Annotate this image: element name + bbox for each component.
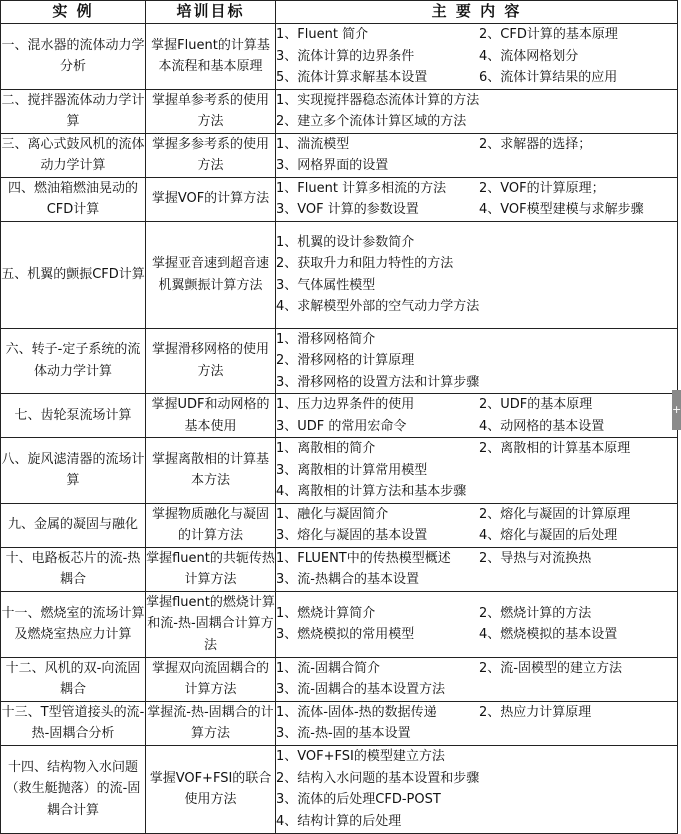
goal-cell: 掌握VOF的计算方法 bbox=[146, 177, 276, 221]
example-cell: 六、转子-定子系统的流体动力学计算 bbox=[1, 328, 146, 394]
goal-cell: 掌握多参考系的使用方法 bbox=[146, 133, 276, 177]
content-cell bbox=[276, 547, 678, 591]
example-cell: 五、机翼的颤振CFD计算 bbox=[1, 221, 146, 328]
content-item: 1、流-固耦合简介 bbox=[276, 660, 380, 676]
content-item: 1、燃烧计算简介 bbox=[276, 605, 376, 621]
content-item: 3、流体计算的边界条件 bbox=[276, 48, 415, 64]
content-item: 2、求解器的选择； bbox=[479, 136, 592, 152]
content-cell bbox=[276, 503, 678, 547]
header-goal: 培训目标 bbox=[146, 1, 276, 24]
content-line bbox=[276, 438, 677, 460]
goal-cell: 掌握UDF和动网格的基本使用 bbox=[146, 394, 276, 438]
content-line bbox=[276, 702, 677, 724]
goal-cell: 掌握VOF+FSI的联合使用方法 bbox=[146, 745, 276, 833]
example-cell: 十二、风机的双-向流固耦合 bbox=[1, 657, 146, 701]
table-row bbox=[1, 503, 678, 547]
content-item: 4、流体网格划分 bbox=[479, 48, 579, 64]
example-cell: 八、旋风滤清器的流场计算 bbox=[1, 438, 146, 504]
table-row bbox=[1, 657, 678, 701]
table-row bbox=[1, 591, 678, 657]
goal-cell: 掌握流-热-固耦合的计算方法 bbox=[146, 701, 276, 745]
table-row bbox=[1, 328, 678, 394]
example-cell: 一、混水器的流体动力学分析 bbox=[1, 24, 146, 90]
table-row bbox=[1, 177, 678, 221]
header-example: 实 例 bbox=[1, 1, 146, 24]
content-item: 3、网格界面的设置 bbox=[276, 158, 389, 173]
table-row bbox=[1, 221, 678, 328]
content-item: 4、求解模型外部的空气动力学方法 bbox=[276, 299, 480, 314]
content-line bbox=[276, 134, 677, 156]
content-item: 2、燃烧计算的方法 bbox=[479, 605, 592, 621]
content-cell bbox=[276, 657, 678, 701]
content-item: 2、CFD计算的基本原理 bbox=[479, 27, 618, 42]
content-item: 4、VOF模型建模与求解步骤 bbox=[479, 202, 644, 217]
content-item: 3、VOF 计算的参数设置 bbox=[276, 202, 419, 217]
content-item: 1、Fluent 计算多相流的方法 bbox=[276, 180, 447, 196]
content-item: 1、压力边界条件的使用 bbox=[276, 397, 415, 412]
goal-cell: 掌握滑移网格的使用方法 bbox=[146, 328, 276, 394]
content-cell bbox=[276, 89, 678, 133]
header-content: 主 要 内 容 bbox=[276, 1, 678, 24]
content-item: 2、结构入水问题的基本设置和步骤 bbox=[276, 770, 480, 786]
content-line bbox=[276, 624, 677, 646]
goal-cell: 掌握fluent的共轭传热计算方法 bbox=[146, 547, 276, 591]
table-header-row bbox=[1, 1, 678, 24]
table-row bbox=[1, 24, 678, 90]
content-cell bbox=[276, 221, 678, 328]
content-item: 5、流体计算求解基本设置 bbox=[276, 70, 428, 85]
content-item: 2、获取升力和阻力特性的方法 bbox=[276, 256, 454, 271]
content-item: 3、熔化与凝固的基本设置 bbox=[276, 528, 428, 543]
example-cell: 四、燃油箱燃油晃动的CFD计算 bbox=[1, 177, 146, 221]
content-item: 2、VOF的计算原理； bbox=[479, 180, 605, 196]
content-line bbox=[276, 46, 677, 68]
content-item: 3、气体属性模型 bbox=[276, 277, 376, 293]
content-cell bbox=[276, 701, 678, 745]
goal-cell: 掌握双向流固耦合的计算方法 bbox=[146, 657, 276, 701]
plus-icon: + bbox=[672, 403, 681, 416]
table-body bbox=[1, 24, 678, 834]
table-row bbox=[1, 701, 678, 745]
content-item: 6、流体计算结果的应用 bbox=[479, 70, 618, 85]
goal-cell: 掌握物质融化与凝固的计算方法 bbox=[146, 503, 276, 547]
content-line bbox=[276, 394, 677, 416]
content-item: 1、Fluent 简介 bbox=[276, 27, 369, 42]
content-item: 3、流体的后处理CFD-POST bbox=[276, 792, 441, 807]
content-line bbox=[276, 199, 677, 221]
example-cell: 十、电路板芯片的流-热耦合 bbox=[1, 547, 146, 591]
example-cell: 十三、T型管道接头的流-热-固耦合分析 bbox=[1, 701, 146, 745]
content-item: 4、动网格的基本设置 bbox=[479, 418, 605, 434]
content-cell bbox=[276, 394, 678, 438]
content-cell bbox=[276, 24, 678, 90]
content-line bbox=[276, 67, 677, 89]
content-item: 3、燃烧模拟的常用模型 bbox=[276, 627, 415, 642]
content-line bbox=[276, 548, 677, 570]
content-item: 1、融化与凝固简介 bbox=[276, 506, 389, 522]
table-row bbox=[1, 438, 678, 504]
content-cell bbox=[276, 328, 678, 394]
content-cell bbox=[276, 438, 678, 504]
content-line bbox=[276, 416, 677, 438]
content-cell bbox=[276, 591, 678, 657]
content-cell bbox=[276, 133, 678, 177]
content-item: 2、UDF的基本原理 bbox=[479, 397, 593, 412]
table-row bbox=[1, 89, 678, 133]
example-cell: 二、搅拌器流体动力学计算 bbox=[1, 89, 146, 133]
goal-cell: 掌握离散相的计算基本方法 bbox=[146, 438, 276, 504]
content-line bbox=[276, 178, 677, 200]
content-item: 3、流-固耦合的基本设置方法 bbox=[276, 682, 445, 697]
content-item: 3、滑移网格的设置方法和计算步骤 bbox=[276, 374, 480, 390]
content-item: 1、实现搅拌器稳态流体计算的方法 bbox=[276, 92, 480, 108]
goal-cell: 掌握fluent的燃烧计算和流-热-固耦合计算方法 bbox=[146, 591, 276, 657]
content-item: 1、流体-固体-热的数据传递 bbox=[276, 704, 437, 720]
content-item: 2、建立多个流体计算区域的方法 bbox=[276, 114, 467, 129]
content-item: 1、FLUENT中的传热模型概述 bbox=[276, 550, 451, 566]
example-cell: 七、齿轮泵流场计算 bbox=[1, 394, 146, 438]
content-item: 1、离散相的简介 bbox=[276, 441, 376, 456]
content-item: 4、离散相的计算方法和基本步骤 bbox=[276, 484, 467, 499]
content-item: 1、湍流模型 bbox=[276, 136, 350, 152]
table-row bbox=[1, 547, 678, 591]
content-item: 4、燃烧模拟的基本设置 bbox=[479, 627, 618, 642]
content-item: 3、离散相的计算常用模型 bbox=[276, 462, 428, 478]
content-item: 4、熔化与凝固的后处理 bbox=[479, 528, 618, 543]
content-cell bbox=[276, 745, 678, 833]
content-item: 2、滑移网格的计算原理 bbox=[276, 353, 415, 368]
content-item: 3、UDF 的常用宏命令 bbox=[276, 418, 407, 434]
example-cell: 十一、燃烧室的流场计算及燃烧室热应力计算 bbox=[1, 591, 146, 657]
content-line bbox=[276, 504, 677, 526]
content-item: 2、导热与对流换热 bbox=[479, 550, 592, 566]
content-item: 4、结构计算的后处理 bbox=[276, 813, 402, 829]
content-line bbox=[276, 603, 677, 625]
content-line bbox=[276, 24, 677, 46]
content-item: 2、熔化与凝固的计算原理 bbox=[479, 506, 631, 522]
content-item: 2、热应力计算原理 bbox=[479, 704, 592, 720]
content-item: 3、流-热耦合的基本设置 bbox=[276, 572, 419, 587]
content-item: 2、流-固模型的建立方法 bbox=[479, 660, 622, 676]
example-cell: 九、金属的凝固与融化 bbox=[1, 503, 146, 547]
content-item: 3、流-热-固的基本设置 bbox=[276, 726, 411, 741]
content-line bbox=[276, 658, 677, 680]
content-item: 2、离散相的计算基本原理 bbox=[479, 441, 631, 456]
goal-cell: 掌握单参考系的使用方法 bbox=[146, 89, 276, 133]
expand-tab[interactable] bbox=[672, 390, 681, 430]
content-item: 1、VOF+FSI的模型建立方法 bbox=[276, 749, 445, 764]
example-cell: 三、离心式鼓风机的流体动力学计算 bbox=[1, 133, 146, 177]
goal-cell: 掌握Fluent的计算基本流程和基本原理 bbox=[146, 24, 276, 90]
content-line bbox=[276, 525, 677, 547]
content-cell bbox=[276, 177, 678, 221]
table-row bbox=[1, 394, 678, 438]
table-row bbox=[1, 133, 678, 177]
goal-cell: 掌握亚音速到超音速机翼颤振计算方法 bbox=[146, 221, 276, 328]
example-cell: 十四、结构物入水问题（救生艇抛落）的流-固耦合计算 bbox=[1, 745, 146, 833]
table-row bbox=[1, 745, 678, 833]
content-item: 1、机翼的设计参数简介 bbox=[276, 234, 415, 250]
content-item: 1、滑移网格简介 bbox=[276, 331, 376, 347]
